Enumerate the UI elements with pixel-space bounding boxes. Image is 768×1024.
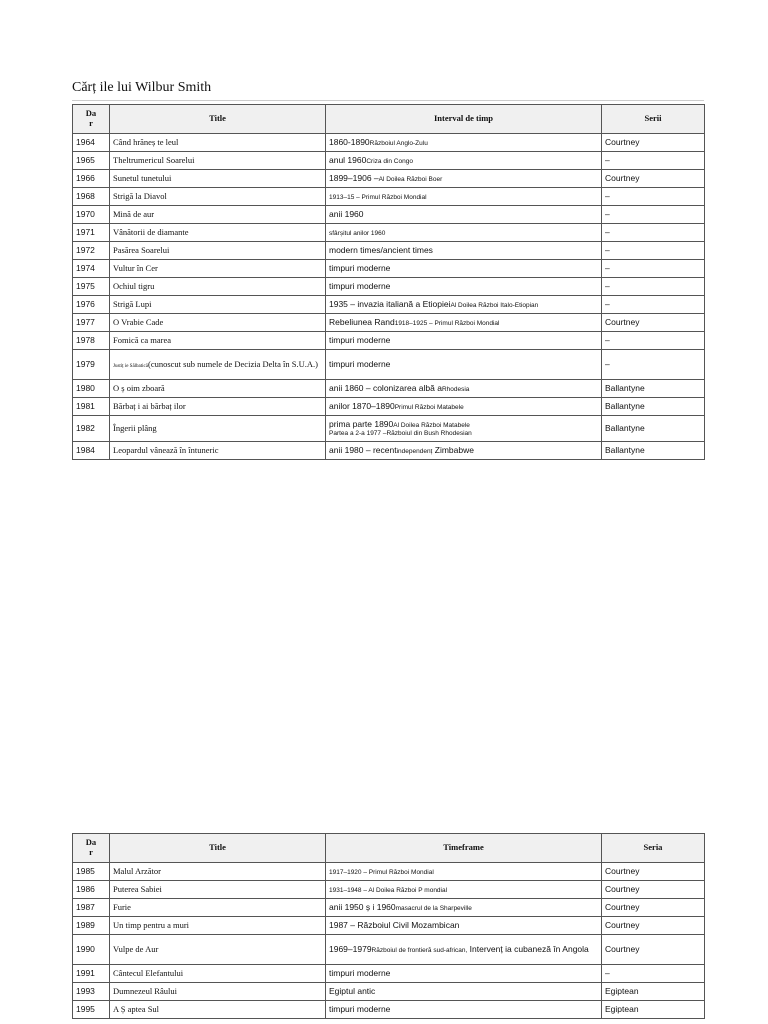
timeframe-text: timpuri moderne — [329, 334, 391, 345]
title-cell — [110, 332, 326, 350]
series-cell: – — [602, 350, 705, 380]
timeframe-cell — [326, 398, 602, 416]
table-row — [73, 242, 705, 260]
table-row — [73, 917, 705, 935]
table-row — [73, 134, 705, 152]
series-cell: Courtney — [602, 935, 705, 965]
timeframe-cell — [326, 881, 602, 899]
title-cell-text: Vânătorii de diamante — [113, 226, 189, 237]
year-cell: 1975 — [73, 278, 110, 296]
timeframe-cell — [326, 935, 602, 965]
series-cell: Egiptean — [602, 1001, 705, 1019]
timeframe-small: 1931–1948 – Al Doilea Război P mondial — [329, 886, 448, 894]
title-cell — [110, 917, 326, 935]
timeframe-tail: Zimbabwe — [434, 444, 474, 455]
series-cell: Courtney — [602, 899, 705, 917]
title-cell — [110, 314, 326, 332]
series-cell: – — [602, 188, 705, 206]
header-title: Title — [110, 834, 326, 863]
title-cell-text: A Ș aptea Sul — [113, 1003, 160, 1014]
timeframe-text: 1987 – Războiul Civil Mozambican — [329, 919, 460, 930]
series-cell: Courtney — [602, 917, 705, 935]
series-cell: – — [602, 152, 705, 170]
year-cell: 1979 — [73, 350, 110, 380]
books-table-2 — [72, 833, 705, 1019]
title-cell-text: Leopardul vânează în întuneric — [113, 444, 219, 455]
series-cell: Courtney — [602, 134, 705, 152]
timeframe-line — [329, 318, 598, 328]
timeframe-cell — [326, 442, 602, 460]
timeframe-line — [329, 174, 598, 184]
timeframe-cell — [326, 917, 602, 935]
timeframe-cell — [326, 296, 602, 314]
table-row — [73, 314, 705, 332]
table-row — [73, 296, 705, 314]
title-cell — [110, 398, 326, 416]
series-cell: – — [602, 206, 705, 224]
timeframe-cell — [326, 899, 602, 917]
timeframe-text-2: Partea a 2-a 1977 – — [329, 429, 387, 437]
timeframe-small: 1913–15 – Primul Război Mondial — [329, 193, 427, 201]
timeframe-line — [329, 384, 598, 394]
title-cell — [110, 1001, 326, 1019]
year-cell: 1993 — [73, 983, 110, 1001]
year-cell: 1991 — [73, 965, 110, 983]
header-timeframe: Timeframe — [326, 834, 602, 863]
header-title: Title — [110, 105, 326, 134]
title-cell — [110, 134, 326, 152]
table-row — [73, 224, 705, 242]
title-cell — [110, 380, 326, 398]
title-cell-text: Mină de aur — [113, 208, 155, 219]
timeframe-text: Egiptul antic — [329, 985, 376, 996]
series-cell: Courtney — [602, 881, 705, 899]
year-cell: 1978 — [73, 332, 110, 350]
title-cell — [110, 224, 326, 242]
timeframe-small: Rhodesia — [441, 385, 470, 393]
year-cell: 1968 — [73, 188, 110, 206]
year-cell: 1987 — [73, 899, 110, 917]
title-cell — [110, 416, 326, 442]
timeframe-line — [329, 282, 598, 292]
series-cell: Ballantyne — [602, 380, 705, 398]
year-cell: 1965 — [73, 152, 110, 170]
year-cell: 1974 — [73, 260, 110, 278]
timeframe-line — [329, 969, 598, 979]
title-cell-text: O ș oim zboară — [113, 382, 165, 393]
title-cell-text: Pasărea Soarelui — [113, 244, 170, 255]
timeframe-small: Războiul Anglo-Zulu — [369, 139, 428, 147]
header-year: Da r — [73, 834, 110, 863]
timeframe-line — [329, 300, 598, 310]
series-cell: Ballantyne — [602, 416, 705, 442]
table-row — [73, 935, 705, 965]
year-cell: 1970 — [73, 206, 110, 224]
series-cell: – — [602, 296, 705, 314]
table-row — [73, 206, 705, 224]
title-cell-text: Malul Arzător — [113, 865, 161, 876]
title-cell-text: Sunetul tunetului — [113, 172, 172, 183]
timeframe-text: anii 1960 — [329, 208, 364, 219]
timeframe-line — [329, 945, 598, 955]
timeframe-text: anii 1980 – recent — [329, 444, 397, 455]
title-cell-text: Dumnezeul Râului — [113, 985, 177, 996]
table-row — [73, 350, 705, 380]
timeframe-cell — [326, 170, 602, 188]
timeframe-text: anii 1860 – colonizarea albă a — [329, 382, 442, 393]
timeframe-small-2: Războiul din Bush Rhodesian — [386, 429, 472, 437]
title-cell-small: Justiț ie Sălbatică — [113, 363, 148, 369]
timeframe-cell — [326, 188, 602, 206]
title-cell-text: Ochiul tigru — [113, 280, 155, 291]
title-cell-text: Theltrumericul Soarelui — [113, 154, 195, 165]
timeframe-cell — [326, 206, 602, 224]
timeframe-small: independenț — [396, 447, 433, 455]
timeframe-cell — [326, 380, 602, 398]
header-series: Seria — [602, 834, 705, 863]
timeframe-line — [329, 903, 598, 913]
title-cell-text: Vultur în Cer — [113, 262, 158, 273]
timeframe-line — [329, 885, 598, 895]
timeframe-tail: Intervenț ia cubaneză în Angola — [469, 943, 589, 954]
timeframe-small: Al Doilea Război Matabele — [393, 421, 470, 429]
timeframe-cell — [326, 260, 602, 278]
header-year: Da r — [73, 105, 110, 134]
timeframe-small: 1918–1925 – Primul Război Mondial — [394, 319, 500, 327]
year-cell: 1981 — [73, 398, 110, 416]
table-row — [73, 380, 705, 398]
timeframe-cell — [326, 416, 602, 442]
table-row — [73, 278, 705, 296]
timeframe-line — [329, 420, 598, 430]
title-divider — [72, 100, 704, 101]
timeframe-cell — [326, 350, 602, 380]
table-row — [73, 881, 705, 899]
timeframe-cell — [326, 983, 602, 1001]
timeframe-text: timpuri moderne — [329, 1003, 391, 1014]
timeframe-small: Războiul de frontieră sud-african, — [371, 946, 468, 954]
year-cell: 1990 — [73, 935, 110, 965]
timeframe-text: Rebeliunea Rand — [329, 316, 395, 327]
series-cell: Courtney — [602, 863, 705, 881]
year-cell: 1976 — [73, 296, 110, 314]
timeframe-text: anii 1950 ș i 1960 — [329, 901, 396, 912]
table-row — [73, 863, 705, 881]
timeframe-line — [329, 921, 598, 931]
timeframe-cell — [326, 278, 602, 296]
title-cell — [110, 899, 326, 917]
year-cell: 1984 — [73, 442, 110, 460]
timeframe-small: Primul Război Matabele — [394, 403, 464, 411]
timeframe-small: Al Doilea Război Boer — [378, 175, 443, 183]
title-cell-text: Îngerii plâng — [113, 422, 157, 433]
title-cell — [110, 170, 326, 188]
timeframe-text: timpuri moderne — [329, 280, 391, 291]
timeframe-line — [329, 228, 598, 238]
title-cell — [110, 863, 326, 881]
series-cell: Egiptean — [602, 983, 705, 1001]
table-header-row — [73, 105, 705, 134]
timeframe-line — [329, 336, 598, 346]
timeframe-text: 1899–1906 – — [329, 172, 379, 183]
title-cell — [110, 881, 326, 899]
year-cell: 1980 — [73, 380, 110, 398]
series-cell: – — [602, 224, 705, 242]
timeframe-small: Criza din Congo — [366, 157, 413, 165]
page-title: Cărț ile lui Wilbur Smith — [72, 80, 212, 95]
title-cell-text: Furie — [113, 901, 131, 912]
timeframe-text: timpuri moderne — [329, 262, 391, 273]
title-cell — [110, 260, 326, 278]
series-cell: Courtney — [602, 170, 705, 188]
title-cell-text: Un timp pentru a muri — [113, 919, 190, 930]
timeframe-line — [329, 192, 598, 202]
timeframe-text: timpuri moderne — [329, 358, 391, 369]
timeframe-text: 1969–1979 — [329, 943, 372, 954]
timeframe-line-2 — [329, 430, 598, 437]
title-cell-text: (cunoscut sub numele de Decizia Delta în S.U.A.) — [148, 358, 318, 369]
timeframe-line — [329, 156, 598, 166]
timeframe-small: Al Doilea Război Italo-Etiopian — [450, 301, 539, 309]
books-table-1 — [72, 104, 705, 460]
table-row — [73, 1001, 705, 1019]
table-row — [73, 152, 705, 170]
year-cell: 1995 — [73, 1001, 110, 1019]
timeframe-small: 1917–1920 – Primul Război Mondial — [329, 868, 434, 876]
table-row — [73, 965, 705, 983]
table-row — [73, 398, 705, 416]
year-cell: 1985 — [73, 863, 110, 881]
title-cell-text: Strigă la Diavol — [113, 190, 167, 201]
year-cell: 1964 — [73, 134, 110, 152]
title-cell-text: Când hrăneș te leul — [113, 136, 179, 147]
timeframe-small: masacrul de la Sharpeville — [395, 904, 472, 912]
timeframe-line — [329, 138, 598, 148]
title-cell-text: Fomică ca marea — [113, 334, 172, 345]
year-cell: 1972 — [73, 242, 110, 260]
timeframe-text: 1860-1890 — [329, 136, 370, 147]
timeframe-line — [329, 360, 598, 370]
series-cell: – — [602, 965, 705, 983]
timeframe-text: modern times/ancient times — [329, 244, 433, 255]
title-cell — [110, 983, 326, 1001]
timeframe-text: timpuri moderne — [329, 967, 391, 978]
timeframe-cell — [326, 314, 602, 332]
timeframe-cell — [326, 965, 602, 983]
timeframe-cell — [326, 242, 602, 260]
year-cell: 1971 — [73, 224, 110, 242]
table-row — [73, 983, 705, 1001]
series-cell: – — [602, 242, 705, 260]
title-cell — [110, 350, 326, 380]
timeframe-line — [329, 210, 598, 220]
title-cell-text: O Vrabie Cade — [113, 316, 164, 327]
timeframe-cell — [326, 152, 602, 170]
header-timeframe: Interval de timp — [326, 105, 602, 134]
title-cell — [110, 206, 326, 224]
timeframe-text: prima parte 1890 — [329, 418, 394, 429]
title-cell — [110, 242, 326, 260]
table-row — [73, 442, 705, 460]
title-cell — [110, 188, 326, 206]
table-row — [73, 899, 705, 917]
series-cell: – — [602, 278, 705, 296]
series-cell: Ballantyne — [602, 398, 705, 416]
table-row — [73, 170, 705, 188]
title-cell — [110, 965, 326, 983]
year-cell: 1982 — [73, 416, 110, 442]
year-cell: 1989 — [73, 917, 110, 935]
series-cell: – — [602, 332, 705, 350]
timeframe-cell — [326, 1001, 602, 1019]
series-cell: Ballantyne — [602, 442, 705, 460]
year-cell: 1966 — [73, 170, 110, 188]
timeframe-line — [329, 264, 598, 274]
title-cell — [110, 935, 326, 965]
title-cell-text: Bărbaț i ai bărbaț ilor — [113, 400, 186, 411]
timeframe-cell — [326, 863, 602, 881]
timeframe-text: anilor 1870–1890 — [329, 400, 395, 411]
title-cell — [110, 278, 326, 296]
series-cell: – — [602, 260, 705, 278]
timeframe-line — [329, 402, 598, 412]
timeframe-line — [329, 446, 598, 456]
year-cell: 1977 — [73, 314, 110, 332]
table-row — [73, 416, 705, 442]
header-series: Serii — [602, 105, 705, 134]
year-cell: 1986 — [73, 881, 110, 899]
series-cell: Courtney — [602, 314, 705, 332]
timeframe-cell — [326, 224, 602, 242]
timeframe-line — [329, 867, 598, 877]
timeframe-cell — [326, 332, 602, 350]
timeframe-line — [329, 987, 598, 997]
table-row — [73, 332, 705, 350]
table-header-row — [73, 834, 705, 863]
timeframe-line — [329, 1005, 598, 1015]
timeframe-cell — [326, 134, 602, 152]
timeframe-small: sfârșitul anilor 1960 — [329, 229, 386, 237]
timeframe-text: anul 1960 — [329, 154, 367, 165]
timeframe-line — [329, 246, 598, 256]
title-cell — [110, 442, 326, 460]
title-cell-text: Strigă Lupi — [113, 298, 152, 309]
table-row — [73, 260, 705, 278]
timeframe-text: 1935 – invazia italiană a Etiopiei — [329, 298, 451, 309]
title-cell — [110, 152, 326, 170]
title-cell-text: Puterea Sabiei — [113, 883, 162, 894]
title-cell-text: Cântecul Elefantului — [113, 967, 184, 978]
title-cell — [110, 296, 326, 314]
title-cell-text: Vulpe de Aur — [113, 943, 159, 954]
table-row — [73, 188, 705, 206]
